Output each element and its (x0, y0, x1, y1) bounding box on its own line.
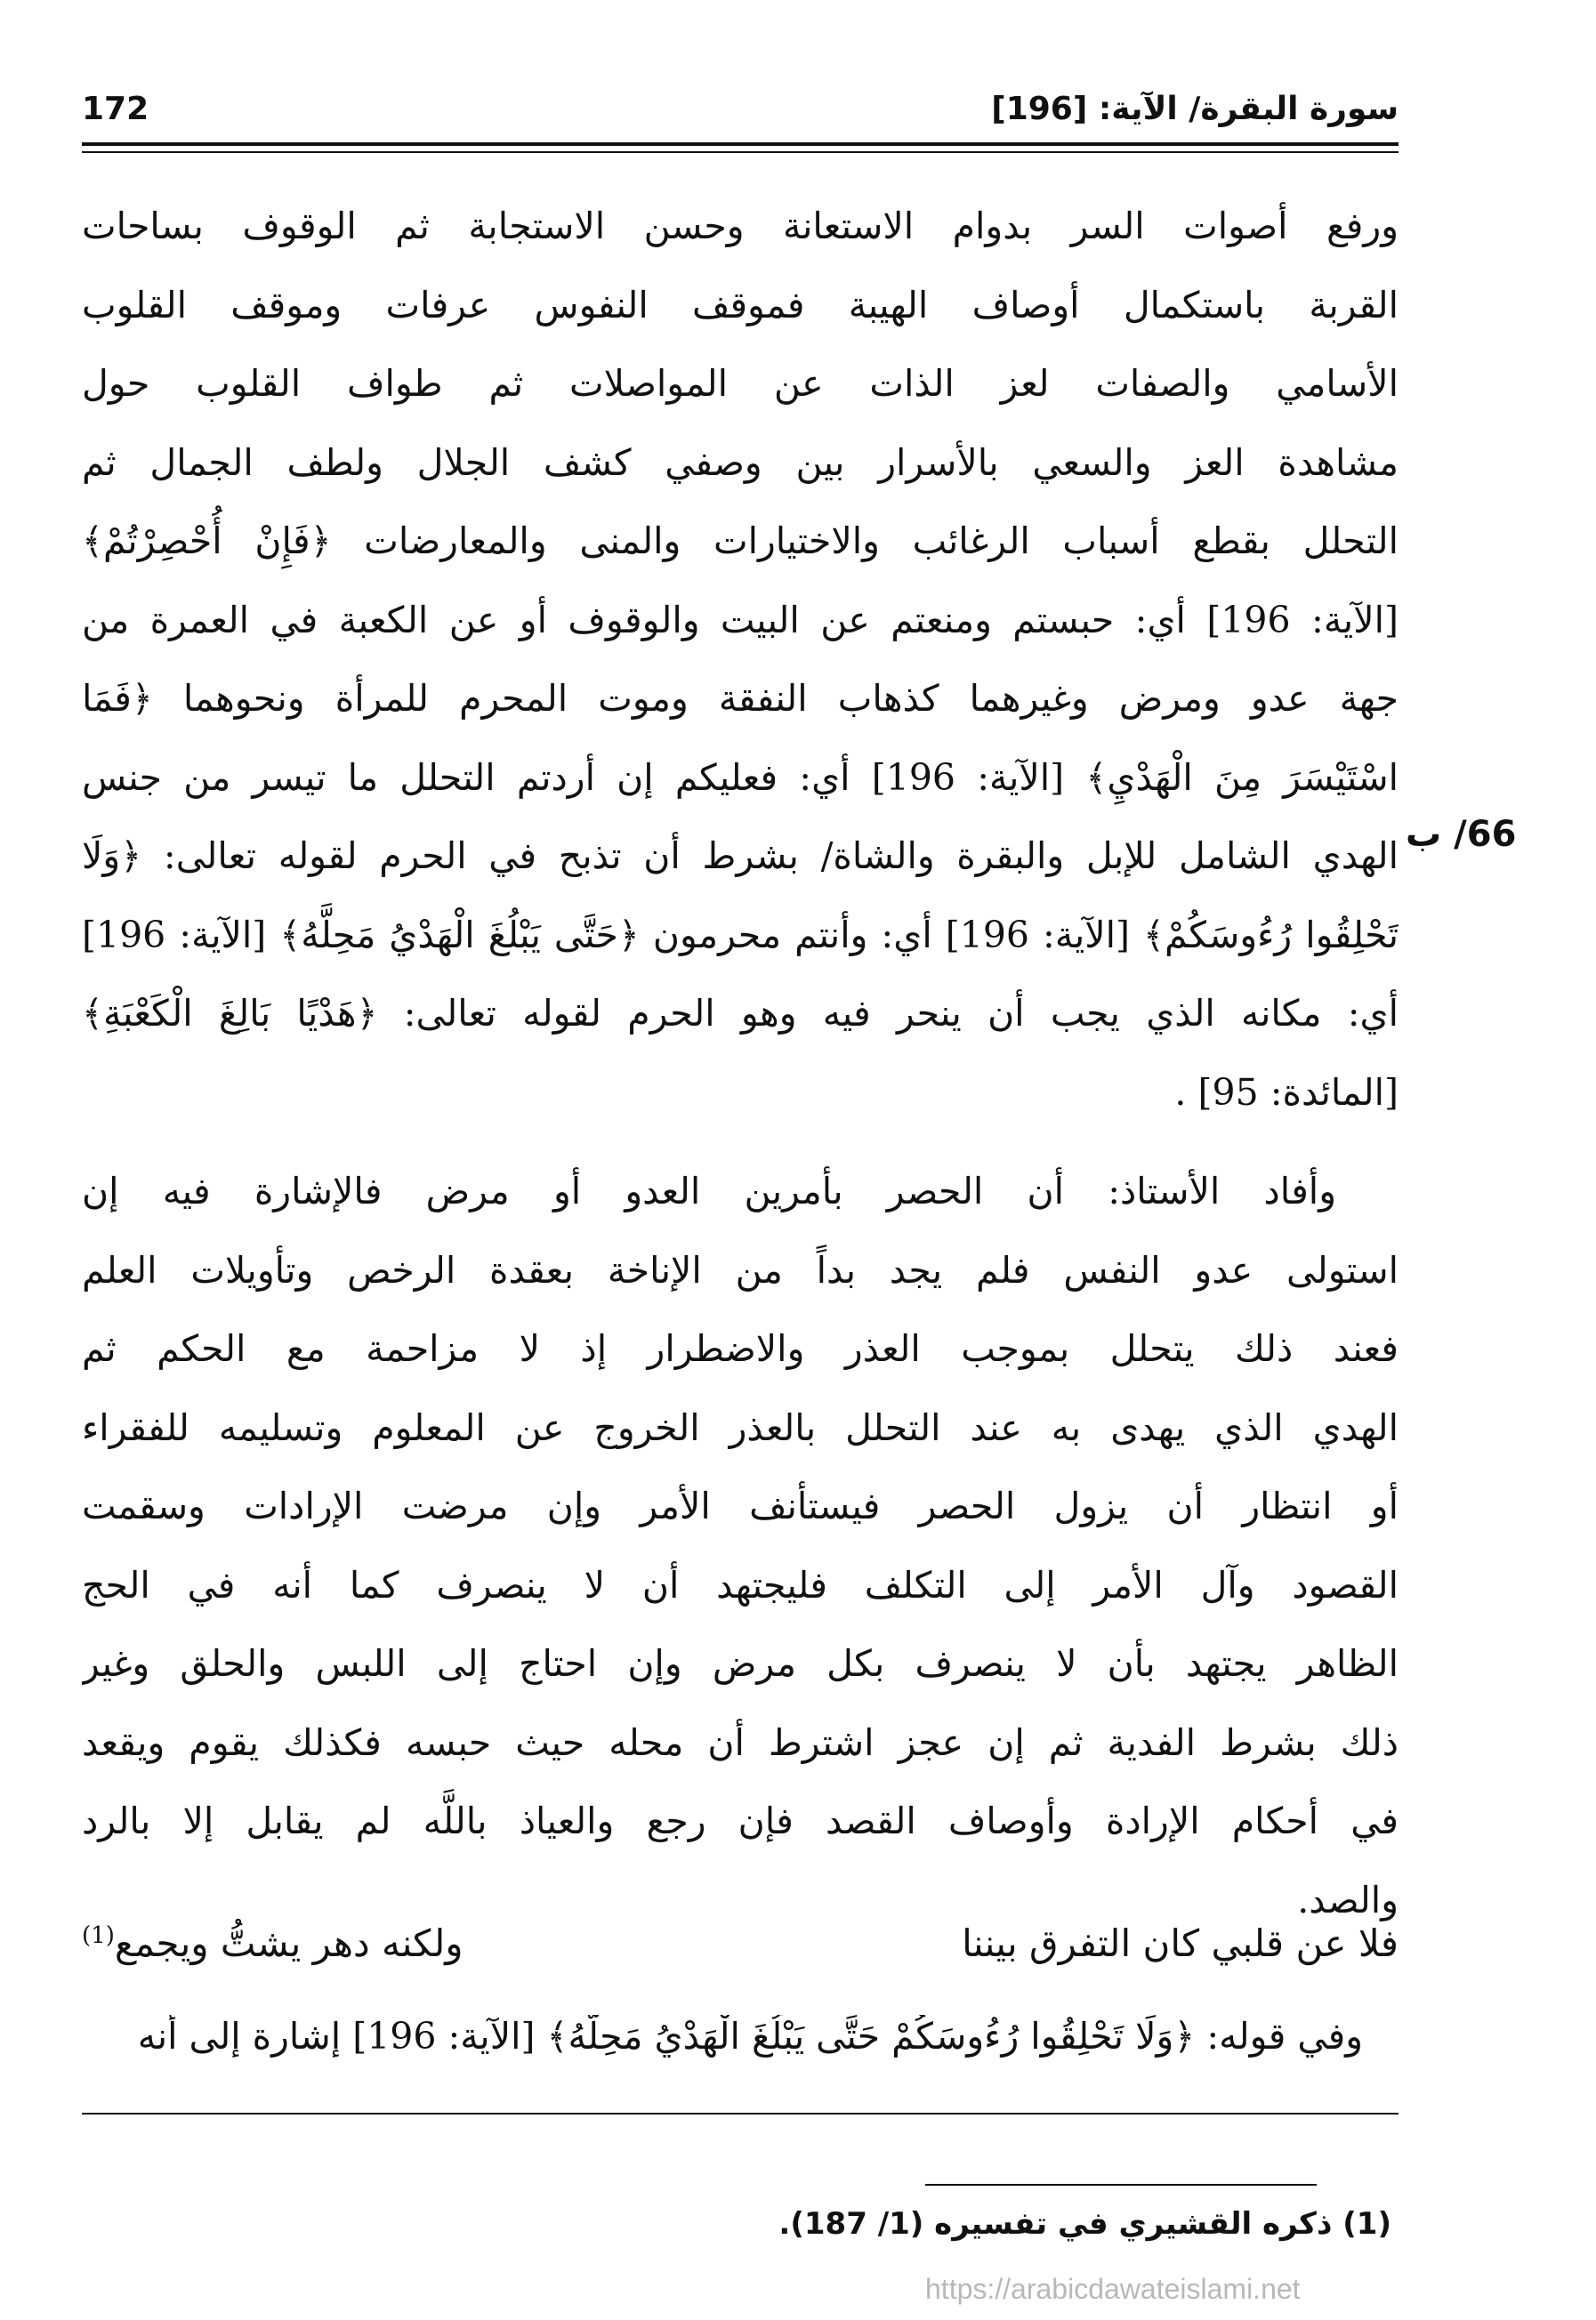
footnote: (1) ذكره القشيري في تفسيره (1/ 187). (778, 2206, 1391, 2242)
text-line: الهدي الذي يهدى به عند التحلل بالعذر الخروج عن المعلوم وتسليمه للفقراء (82, 1406, 1399, 1449)
poetry-verse (82, 1921, 1399, 1965)
text-line: أو انتظار أن يزول الحصر فيستأنف الأمر وإن مرضت الإرادات وسقمت (82, 1485, 1399, 1527)
watermark-url: https://arabicdawateislami.net (925, 2273, 1301, 2305)
text-line: الهدي الشامل للإبل والبقرة والشاة/ بشرط أن تذبح في الحرم لقوله تعالى: ﴿وَلَا (82, 834, 1399, 877)
text-line: [الآية: 196] أي: حبستم ومنعتم عن البيت والوقوف أو عن الكعبة في العمرة من (82, 598, 1399, 641)
paragraph-2 (82, 1152, 1399, 1939)
verse-hemistich-1: فلا عن قلبي كان التفرق بيننا (962, 1921, 1399, 1965)
text-line: وأفاد الأستاذ: أن الحصر بأمرين العدو أو مرض فالإشارة فيه إن (82, 1170, 1336, 1212)
text-line: جهة عدو ومرض وغيرهما كذهاب النفقة وموت المحرم للمرأة ونحوهما ﴿فَمَا (82, 677, 1399, 720)
text-line: القصود وآل الأمر إلى التكلف فليجتهد أن لا ينصرف كما أنه في الحج (82, 1563, 1399, 1607)
manuscript-folio-note: 66/ ب (1406, 814, 1517, 855)
page-number: 172 (82, 90, 149, 127)
text-line: [المائدة: 95] . (1174, 1070, 1399, 1114)
footnote-rule (925, 2184, 1317, 2186)
text-line: التحلل بقطع أسباب الرغائب والاختيارات والمنى والمعارضات ﴿فَإِنْ أُحْصِرْتُمْ﴾ (82, 520, 1399, 562)
footnote-marker: (1) (82, 1922, 115, 1949)
text-line: الظاهر يجتهد بأن لا ينصرف بكل مرض وإن احتاج إلى اللبس والحلق وغير (82, 1642, 1399, 1685)
running-title: سورة البقرة/ الآية: [196] (991, 90, 1399, 127)
verse-hemistich-2-wrap (82, 1921, 463, 1965)
text-bottom-rule (82, 2113, 1399, 2115)
text-line: تَحْلِقُوا رُءُوسَكُمْ﴾ [الآية: 196] أي: وأنتم محرمون ﴿حَتَّى يَبْلُغَ الْهَدْيُ مَحِلَّهُ﴾ [الآية: 196] (82, 913, 1399, 956)
verse-hemistich-2: ولكنه دهر يشتُّ ويجمع (114, 1921, 463, 1965)
text-line: الأسامي والصفات لعز الذات عن المواصلات ثم طواف القلوب حول (82, 362, 1399, 405)
text-line: ورفع أصوات السر بدوام الاستعانة وحسن الاستجابة ثم الوقوف بساحات (82, 205, 1399, 247)
text-line: ذلك بشرط الفدية ثم إن عجز اشترط أن محله حيث حبسه فكذلك يقوم ويقعد (82, 1720, 1399, 1764)
paragraph-1 (82, 187, 1399, 1132)
header-rule-thin (82, 151, 1399, 153)
text-line: اسْتَيْسَرَ مِنَ الْهَدْيِ﴾ [الآية: 196] أي: فعليكم إن أردتم التحلل ما تيسر من جنس (82, 755, 1399, 799)
page-header (82, 82, 1399, 135)
text-line: في أحكام الإرادة وأوصاف القصد فإن رجع والعياذ باللَّه لم يقابل إلا بالرد (82, 1800, 1399, 1842)
text-line: فعند ذلك يتحلل بموجب العذر والاضطرار إذ لا مزاحمة مع الحكم ثم (82, 1327, 1399, 1370)
closing-line: وفي قوله: ﴿وَلَا تَحْلِقُوا رُءُوسَكُمْ حَتَّى يَبْلُغَ الْهَدْيُ مَحِلَّهُ﴾ [الآية: 196] إشارة إلى أنه (137, 2015, 1363, 2058)
text-line: مشاهدة العز والسعي بالأسرار بين وصفي كشف الجلال ولطف الجمال ثم (82, 440, 1399, 484)
header-rule-thick (82, 142, 1399, 146)
text-line: والصد. (1297, 1878, 1399, 1921)
text-line: أي: مكانه الذي يجب أن ينحر فيه وهو الحرم لقوله تعالى: ﴿هَدْيًا بَالِغَ الْكَعْبَةِ﴾ (82, 992, 1399, 1035)
text-line: استولى عدو النفس فلم يجد بداً من الإناخة بعقدة الرخص وتأويلات العلم (82, 1248, 1399, 1292)
text-line: القربة باستكمال أوصاف الهيبة فموقف النفوس عرفات وموقف القلوب (82, 283, 1399, 326)
